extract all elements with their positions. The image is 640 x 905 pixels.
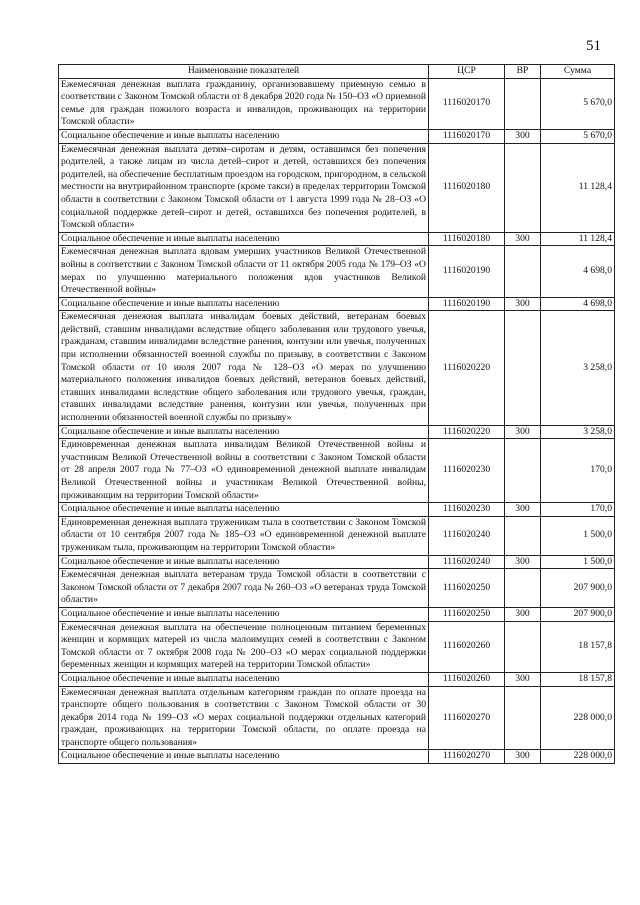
row-name: Социальное обеспечение и иные выплаты населению (59, 750, 429, 764)
row-vr (505, 143, 541, 232)
row-csr: 1116020190 (429, 297, 505, 311)
row-name: Ежемесячная денежная выплата гражданину, организовавшему приемную семью в соответствии с Законом Томской области от 8 декабря 2020 года № 150–ОЗ «О приемной семье для граждан пожилого возраста и инвалидов, проживающих на территории Томской области» (59, 78, 429, 129)
row-vr (505, 686, 541, 750)
table-row (59, 503, 615, 517)
table-row (59, 129, 615, 143)
row-sum: 228 000,0 (541, 686, 615, 750)
table-row (59, 78, 615, 129)
row-csr: 1116020240 (429, 555, 505, 569)
row-sum: 1 500,0 (541, 555, 615, 569)
column-header-csr: ЦСР (429, 65, 505, 79)
row-name: Социальное обеспечение и иные выплаты населению (59, 232, 429, 246)
row-vr: 300 (505, 607, 541, 621)
row-sum: 3 258,0 (541, 311, 615, 425)
row-name: Социальное обеспечение и иные выплаты населению (59, 503, 429, 517)
row-sum: 18 157,8 (541, 672, 615, 686)
row-sum: 11 128,4 (541, 232, 615, 246)
row-name: Социальное обеспечение и иные выплаты населению (59, 425, 429, 439)
table-row (59, 569, 615, 608)
row-sum: 207 900,0 (541, 569, 615, 608)
table-row (59, 555, 615, 569)
row-vr: 300 (505, 297, 541, 311)
column-header-sum: Сумма (541, 65, 615, 79)
row-csr: 1116020270 (429, 750, 505, 764)
table-row (59, 672, 615, 686)
row-vr: 300 (505, 503, 541, 517)
row-vr (505, 246, 541, 297)
budget-table (58, 64, 615, 764)
row-name: Ежемесячная денежная выплата инвалидам боевых действий, ветеранам боевых действий, ставшим инвалидами вследствие общего заболевания или трудового увечья, гражданам, ставшим инвалидами вследствие ранения, контузии или увечья, полученных при исполнении обязанностей военной службы по призыву, в соответствии с Законом Томской области от 10 июля 2007 года № 128–ОЗ «О мерах по улучшению материального положения инвалидов боевых действий, ветеранов боевых действий, ставших инвалидами вследствие общего заболевания или трудового увечья, граждан, ставших инвалидами вследствие ранения, контузии или увечья, полученных при исполнении обязанностей военной службы по призыву» (59, 311, 429, 425)
row-csr: 1116020180 (429, 143, 505, 232)
row-csr: 1116020170 (429, 78, 505, 129)
row-name: Социальное обеспечение и иные выплаты населению (59, 672, 429, 686)
table-row (59, 246, 615, 297)
table-row (59, 232, 615, 246)
row-csr: 1116020250 (429, 607, 505, 621)
row-name: Ежемесячная денежная выплата вдовам умерших участников Великой Отечественной войны в соответствии с Законом Томской области от 11 октября 2005 года № 179–ОЗ «О мерах по улучшению материального положения вдов участников Великой Отечественной войны» (59, 246, 429, 297)
row-name: Единовременная денежная выплата инвалидам Великой Отечественной войны и участникам Великой Отечественной войны в соответствии с Законом Томской области от 28 апреля 2007 года № 77–ОЗ «О единовременной денежной выплате инвалидам Великой Отечественной войны и участникам Великой Отечественной войны, проживающим на территории Томской области» (59, 439, 429, 503)
column-header-vr: ВР (505, 65, 541, 79)
table-row (59, 425, 615, 439)
row-vr: 300 (505, 425, 541, 439)
row-name: Ежемесячная денежная выплата ветеранам труда Томской области в соответствии с Законом Томской области от 7 декабря 2007 года № 260–ОЗ «О ветеранах труда Томской области» (59, 569, 429, 608)
row-name: Ежемесячная денежная выплата на обеспечение полноценным питанием беременных женщин и кормящих матерей из числа малоимущих семей в соответствии с Законом Томской области от 7 октября 2008 года № 200–ОЗ «О мерах социальной поддержки беременных женщин и кормящих матерей на территории Томской области» (59, 621, 429, 672)
table-row (59, 621, 615, 672)
row-vr (505, 439, 541, 503)
row-vr: 300 (505, 750, 541, 764)
row-csr: 1116020230 (429, 503, 505, 517)
table-row (59, 311, 615, 425)
table-row (59, 297, 615, 311)
row-csr: 1116020230 (429, 439, 505, 503)
row-sum: 18 157,8 (541, 621, 615, 672)
row-vr (505, 569, 541, 608)
row-vr (505, 311, 541, 425)
row-vr: 300 (505, 672, 541, 686)
row-sum: 4 698,0 (541, 246, 615, 297)
row-csr: 1116020260 (429, 672, 505, 686)
row-csr: 1116020240 (429, 516, 505, 555)
row-vr (505, 516, 541, 555)
row-vr: 300 (505, 232, 541, 246)
row-vr (505, 621, 541, 672)
row-sum: 5 670,0 (541, 129, 615, 143)
table-row (59, 686, 615, 750)
row-sum: 228 000,0 (541, 750, 615, 764)
row-csr: 1116020250 (429, 569, 505, 608)
row-csr: 1116020170 (429, 129, 505, 143)
row-vr: 300 (505, 129, 541, 143)
row-name: Единовременная денежная выплата труженикам тыла в соответствии с Законом Томской области от 10 сентября 2007 года № 185–ОЗ «О единовременной денежной выплате труженикам тыла, проживающим на территории Томской области» (59, 516, 429, 555)
table-row (59, 143, 615, 232)
row-sum: 3 258,0 (541, 425, 615, 439)
table-header-row (59, 65, 615, 79)
row-sum: 11 128,4 (541, 143, 615, 232)
row-sum: 170,0 (541, 439, 615, 503)
table-row (59, 607, 615, 621)
row-vr (505, 78, 541, 129)
row-sum: 1 500,0 (541, 516, 615, 555)
row-name: Ежемесячная денежная выплата детям–сиротам и детям, оставшимся без попечения родителей, а также лицам из числа детей–сирот и детей, оставшихся без попечения родителей, на обеспечение бесплатным проездом на городском, пригородном, в сельской местности на внутрирайонном транспорте (кроме такси) в пределах территории Томской области в соответствии с Законом Томской области от 1 августа 1999 года № 28–ОЗ «О социальной поддержке детей–сирот и детей, оставшихся без попечения родителей, в Томской области» (59, 143, 429, 232)
row-vr: 300 (505, 555, 541, 569)
row-csr: 1116020190 (429, 246, 505, 297)
row-csr: 1116020260 (429, 621, 505, 672)
row-name: Социальное обеспечение и иные выплаты населению (59, 297, 429, 311)
row-name: Социальное обеспечение и иные выплаты населению (59, 129, 429, 143)
row-csr: 1116020220 (429, 311, 505, 425)
row-sum: 4 698,0 (541, 297, 615, 311)
row-sum: 170,0 (541, 503, 615, 517)
table-row (59, 439, 615, 503)
row-csr: 1116020220 (429, 425, 505, 439)
row-name: Ежемесячная денежная выплата отдельным категориям граждан по оплате проезда на транспорте общего пользования в соответствии с Законом Томской области от 30 декабря 2014 года № 199–ОЗ «О мерах социальной поддержки отдельных категорий граждан, проживающих на территории Томской области, по оплате проезда на транспорте общего пользования» (59, 686, 429, 750)
row-name: Социальное обеспечение и иные выплаты населению (59, 607, 429, 621)
row-csr: 1116020270 (429, 686, 505, 750)
table-row (59, 516, 615, 555)
column-header-name: Наименование показателей (59, 65, 429, 79)
table-row (59, 750, 615, 764)
row-sum: 207 900,0 (541, 607, 615, 621)
row-name: Социальное обеспечение и иные выплаты населению (59, 555, 429, 569)
table-body (59, 78, 615, 763)
page-number: 51 (586, 38, 601, 54)
row-sum: 5 670,0 (541, 78, 615, 129)
row-csr: 1116020180 (429, 232, 505, 246)
